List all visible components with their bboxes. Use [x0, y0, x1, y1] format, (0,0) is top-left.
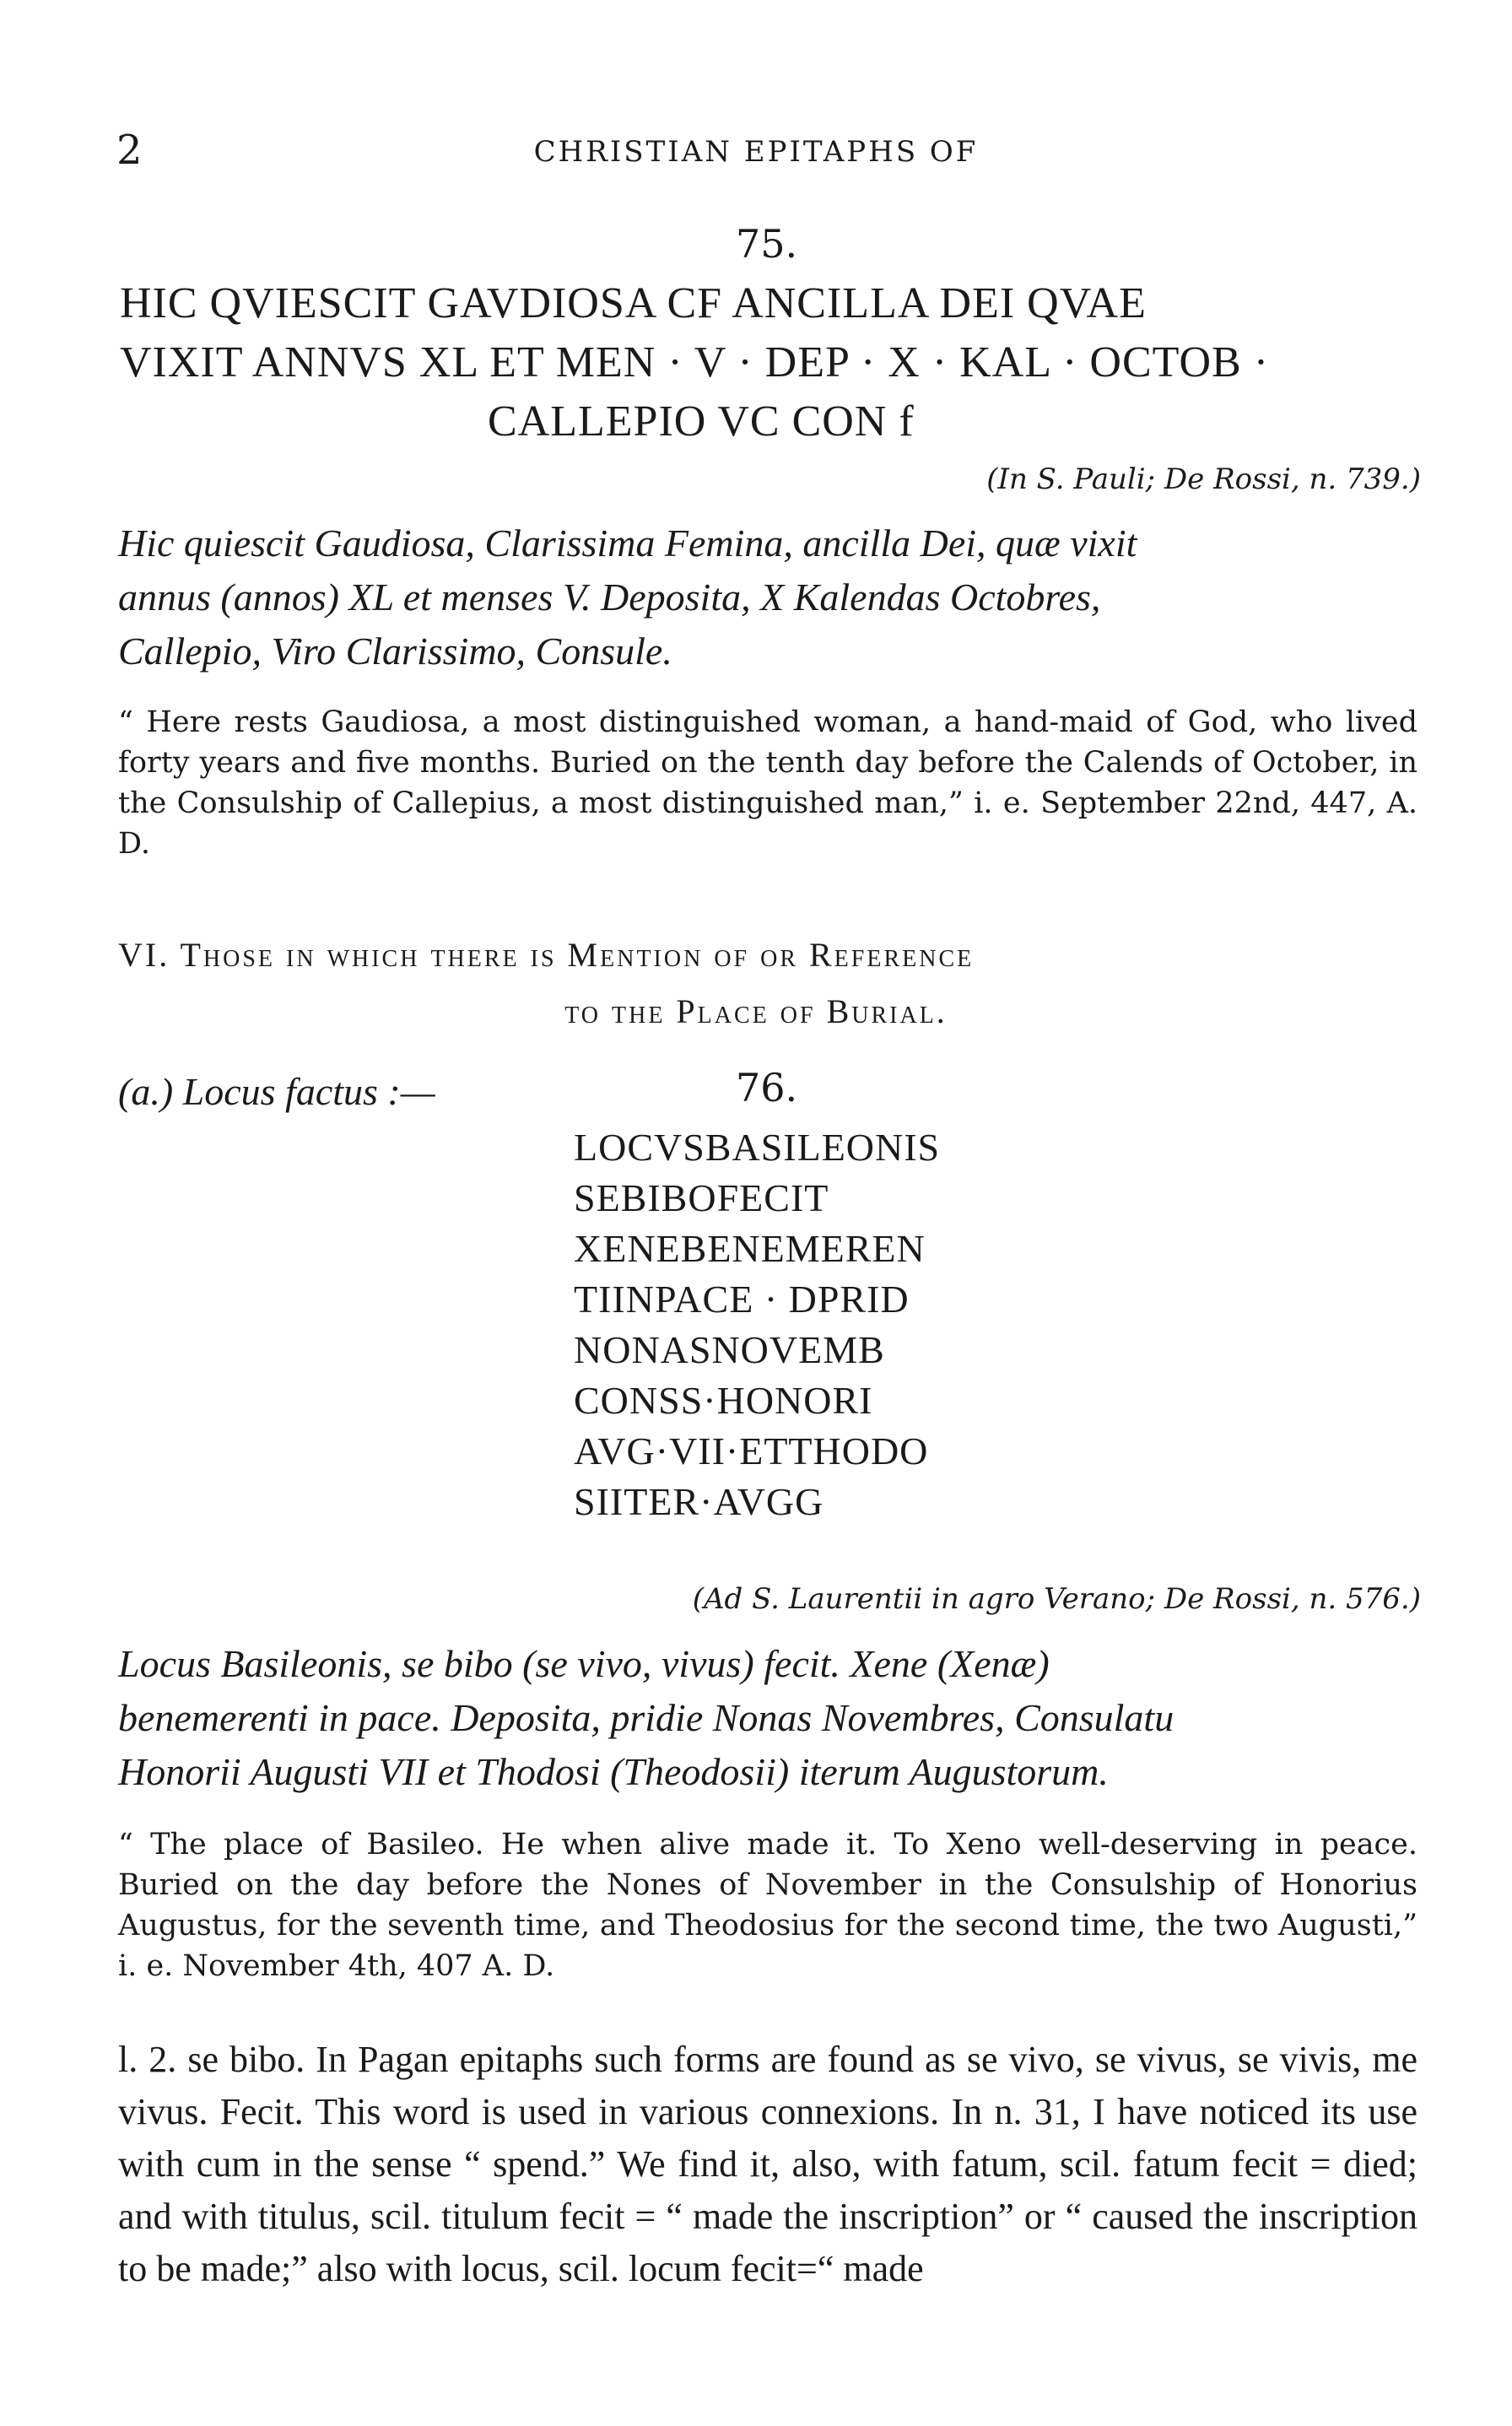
- section-heading-line-1: VI. Those in which there is Mention of or Reference: [118, 936, 975, 974]
- epitaph-75-latin-line-2: annus (annos) XL et menses V. Deposita, X Kalendas Octobres,: [118, 575, 1101, 619]
- epitaph-75-latin: [118, 516, 1418, 678]
- epitaph-76-inscription-line-3: XENEBENEMEREN: [574, 1227, 926, 1270]
- epitaph-76-latin-line-1: Locus Basileonis, se bibo (se vivo, vivus) fecit. Xene (Xenæ): [118, 1642, 1050, 1685]
- epitaph-75-latin-line-1: Hic quiescit Gaudiosa, Clarissima Femina, ancilla Dei, quæ vixit: [118, 521, 1137, 565]
- subsection-label: (a.) Locus factus :—: [118, 1070, 435, 1113]
- epitaph-76-inscription-line-5: NONASNOVEMB: [574, 1328, 885, 1371]
- epitaph-75-number: 75.: [736, 221, 798, 267]
- section-heading-line-2: to the Place of Burial.: [564, 992, 948, 1030]
- epitaph-76-inscription: [574, 1122, 940, 1527]
- epitaph-76-inscription-line-4: TIINPACE · DPRID: [574, 1278, 910, 1321]
- epitaph-75-inscription-line-2: VIXIT ANNVS XL ET MEN · V · DEP · X · KAL · OCTOB ·: [120, 338, 1270, 386]
- epitaph-75-source: (In S. Pauli; De Rossi, n. 739.): [986, 462, 1421, 496]
- epitaph-76-latin: [118, 1637, 1418, 1799]
- epitaph-76-inscription-line-1: LOCVSBASILEONIS: [574, 1126, 941, 1169]
- commentary-paragraph: l. 2. se bibo. In Pagan epitaphs such forms are found as se vivo, se vivus, se vivis, me vivus. Fecit. This word is used in various connexions. In n. 31, I have noticed its use with cum in the sense “ spend.” We find it, also, with fatum, scil. fatum fecit = died; and with titulus, scil. titulum fecit = “ made the inscription” or “ caused the inscription to be made;” also with locus, scil. locum fecit=“ made: [118, 2039, 1418, 2289]
- epitaph-76-inscription-line-2: SEBIBOFECIT: [574, 1176, 829, 1219]
- epitaph-75-latin-line-3: Callepio, Viro Clarissimo, Consule.: [118, 629, 672, 673]
- page-number: 2: [116, 127, 143, 174]
- epitaph-76-latin-line-3: Honorii Augusti VII et Thodosi (Theodosii) iterum Augustorum.: [118, 1750, 1109, 1793]
- epitaph-76-number: 76.: [736, 1065, 798, 1110]
- epitaph-76-latin-line-2: benemerenti in pace. Deposita, pridie Nonas Novembres, Consulatu: [118, 1696, 1174, 1739]
- epitaph-76-translation: “ The place of Basileo. He when alive made it. To Xeno well-deserving in peace. Buried on the day before the Nones of November in the Consulship of Honorius Augustus, for the seventh time, and Theodosius for the second time, the two Augusti,” i. e. November 4th, 407 A. D.: [118, 1828, 1418, 1983]
- epitaph-76-inscription-line-6: CONSS·HONORI: [574, 1379, 873, 1422]
- running-head: CHRISTIAN EPITAPHS OF: [533, 135, 979, 169]
- epitaph-76-inscription-line-7: AVG·VII·ETTHODO: [574, 1429, 929, 1472]
- epitaph-76-inscription-line-8: SIITER·AVGG: [574, 1480, 824, 1523]
- epitaph-75-inscription-line-3: CALLEPIO VC CON f: [488, 397, 915, 446]
- epitaph-75-translation: “ Here rests Gaudiosa, a most distinguished woman, a hand-maid of God, who lived forty years and five months. Buried on the tenth day before the Calends of October, in the Consulship of Callepius, a most distinguished man,” i. e. September 22nd, 447, A. D.: [118, 705, 1418, 861]
- epitaph-76-source: (Ad S. Laurentii in agro Verano; De Rossi, n. 576.): [692, 1582, 1421, 1616]
- epitaph-75-inscription-line-1: HIC QVIESCIT GAVDIOSA CF ANCILLA DEI QVAE: [120, 279, 1147, 327]
